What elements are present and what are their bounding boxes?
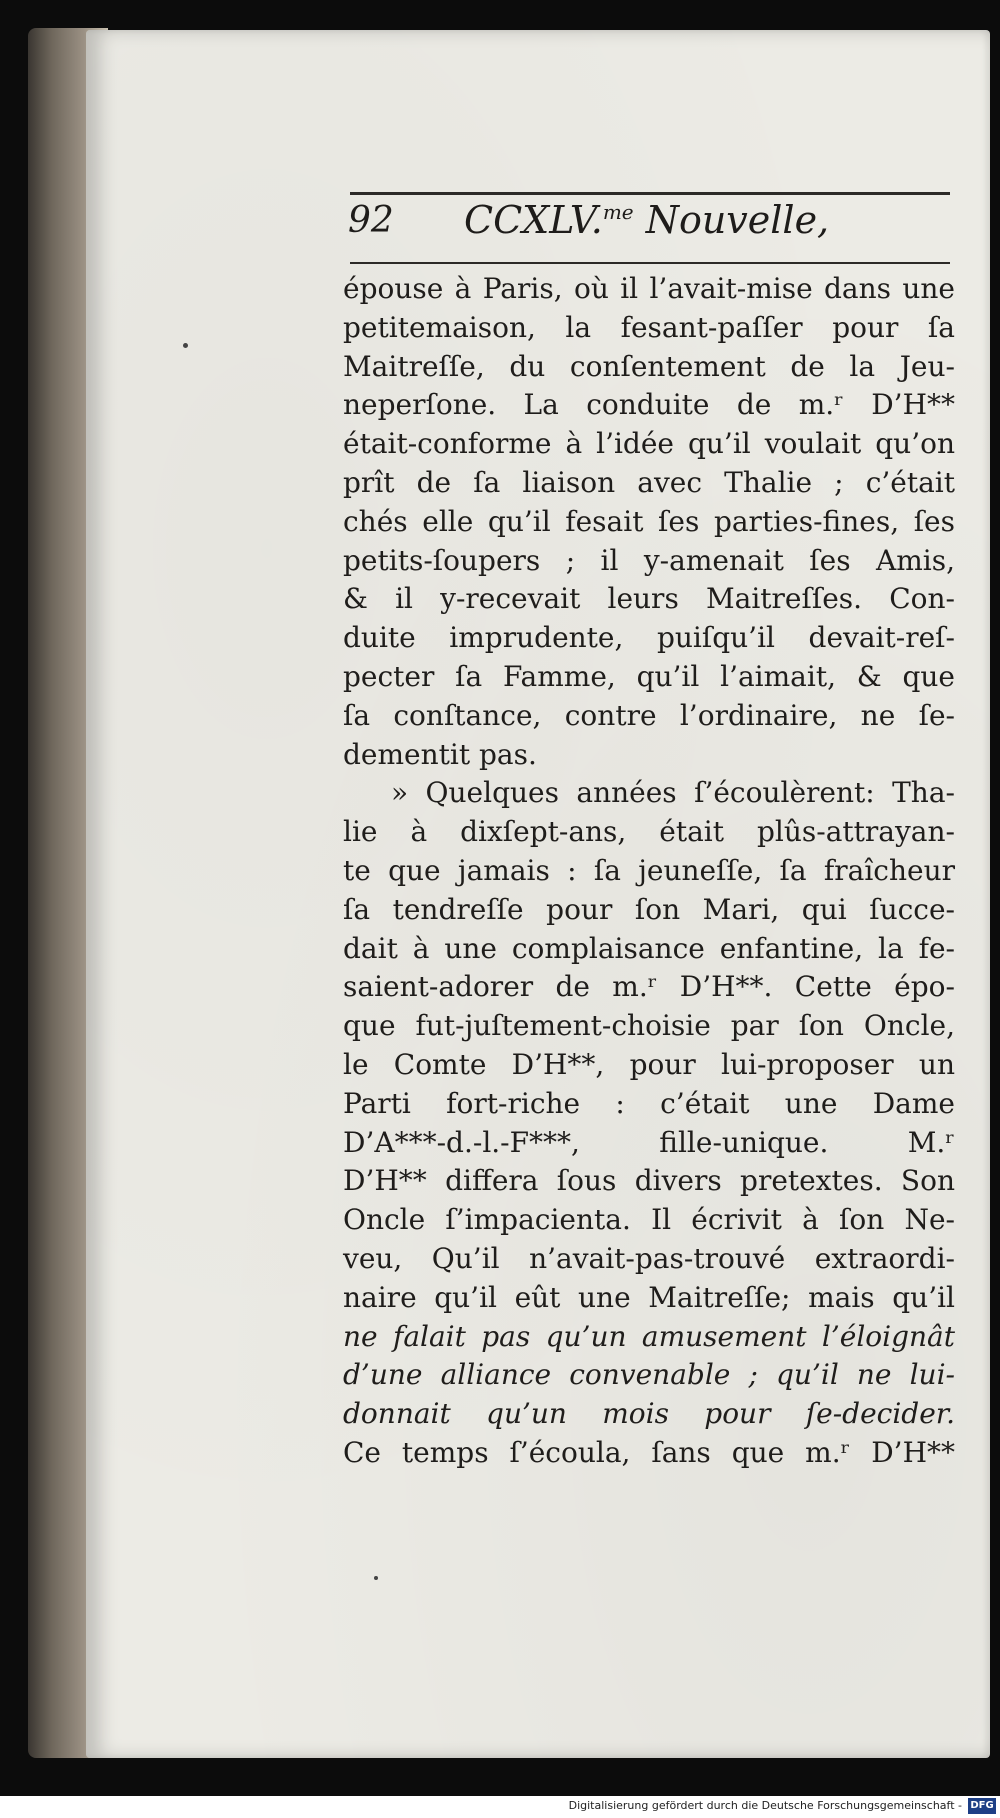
text-line: dementit pas. <box>343 737 537 771</box>
text-line: ſa conſtance, contre l’ordinaire, ne ſe- <box>343 698 955 732</box>
text-line: ſa tendreſſe pour ſon Mari, qui ſucce- <box>343 892 955 926</box>
text-line: le Comte D’H**, pour lui-proposer un <box>343 1047 955 1081</box>
text-line: neperſone. La conduite de m.ʳ D’H** <box>343 388 955 422</box>
text-line: Maitreſſe, du conſentement de la Jeu- <box>343 349 955 383</box>
page-number: 92 <box>348 200 394 241</box>
text-line: pecter ſa Famme, qu’il l’aimait, & que <box>343 659 955 693</box>
text-line: ne falait pas qu’un amusement l’éloignât <box>343 1319 955 1353</box>
header-top-rule <box>350 192 950 195</box>
text-line: donnait qu’un mois pour ſe-decider. <box>343 1397 955 1431</box>
text-line: veu, Qu’il n’avait-pas-trouvé extraordi- <box>343 1241 955 1275</box>
text-line: prît de ſa liaison avec Thalie ; c’était <box>343 465 955 499</box>
running-header <box>348 198 948 256</box>
text-line: saient-adorer de m.ʳ D’H**. Cette épo- <box>343 970 955 1004</box>
text-line: dait à une complaisance enfantine, la fe- <box>343 931 955 965</box>
funding-credit: Digitalisierung gefördert durch die Deutsche Forschungsgemeinschaft - <box>568 1799 962 1812</box>
text-line: petits-ſoupers ; il y-amenait ſes Amis, <box>343 543 955 577</box>
text-line: Parti fort-riche : c’était une Dame <box>343 1086 955 1120</box>
paper-speck <box>183 343 188 348</box>
text-line: que fut-juſtement-choisie par ſon Oncle, <box>343 1009 955 1043</box>
text-line: d’une alliance convenable ; qu’il ne lui- <box>343 1358 955 1392</box>
text-line: & il y-recevait leurs Maitreſſes. Con- <box>343 582 955 616</box>
digitization-footer <box>0 1796 1000 1818</box>
text-line: Oncle ſ’impacienta. Il écrivit à ſon Ne- <box>343 1203 955 1237</box>
text-line: duite imprudente, puiſqu’il devait-reſ- <box>343 621 955 655</box>
text-line: chés elle qu’il fesait ſes parties-fines, ſes <box>343 504 955 538</box>
running-title-superscript: me <box>602 200 634 224</box>
text-line: D’A***-d.-l.-F***, fille-unique. M.ʳ <box>343 1125 955 1159</box>
text-line: lie à dixſept-ans, était plûs-attrayan- <box>343 815 955 849</box>
text-line: te que jamais : ſa jeuneſſe, ſa fraîcheur <box>343 853 955 887</box>
text-line: naire qu’il eût une Maitreſſe; mais qu’il <box>343 1280 955 1314</box>
text-line: » Quelques années ſ’écoulèrent: Tha- <box>391 776 955 810</box>
text-line: D’H** differa ſous divers pretextes. Son <box>343 1164 955 1198</box>
dfg-logo: DFG <box>968 1798 996 1814</box>
running-title <box>464 198 829 242</box>
text-line: était-conforme à l’idée qu’il voulait qu’on <box>343 427 955 461</box>
header-bottom-rule <box>350 262 950 264</box>
body-text <box>343 270 955 1473</box>
paper-speck <box>374 1576 378 1580</box>
running-title-main: CCXLV. <box>464 198 603 242</box>
text-line: épouse à Paris, où il l’avait-mise dans une <box>343 272 955 305</box>
text-line: Ce temps ſ’écoula, ſans que m.ʳ D’H** <box>343 1435 955 1469</box>
text-line: petitemaison, la fesant-paſſer pour ſa <box>343 310 955 344</box>
running-title-rest: Nouvelle, <box>633 198 830 242</box>
